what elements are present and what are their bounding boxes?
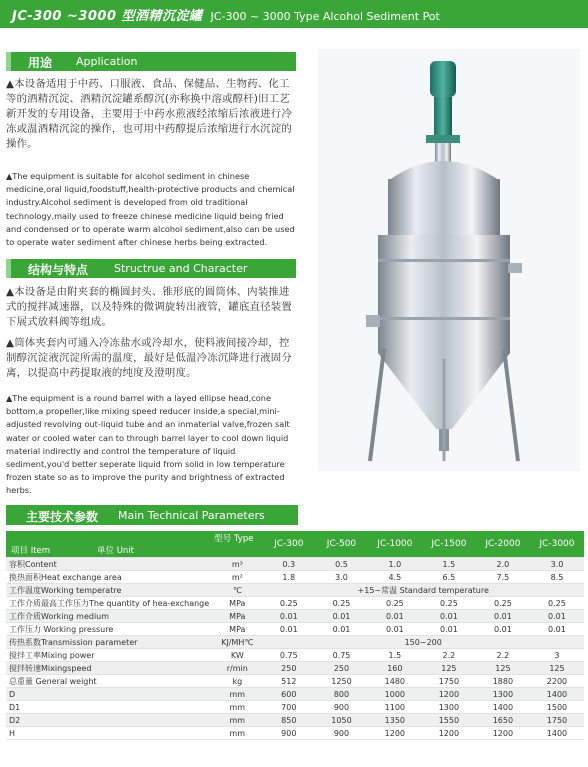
param-value: 0.01 (530, 623, 584, 636)
table-row (6, 662, 584, 675)
param-unit: MPa (212, 623, 262, 636)
param-unit: r/min (212, 662, 262, 675)
table-row (6, 558, 584, 571)
model-header: JC-300 (262, 531, 315, 558)
table-row (6, 584, 584, 597)
param-item: 工作温度Working temperatre (6, 584, 212, 597)
params-table (6, 531, 584, 740)
param-value: 0.25 (422, 597, 476, 610)
param-value: 1050 (315, 714, 368, 727)
param-item: 工作介质最高工作压力The quantity of hea-exchange (6, 597, 212, 610)
table-row (6, 701, 584, 714)
param-value: 3 (530, 649, 584, 662)
param-value: 0.25 (530, 597, 584, 610)
param-value: 250 (262, 662, 315, 675)
table-row (6, 571, 584, 584)
application-text-zh: ▲本设备适用于中药、口服液、食品、保健品、生物药、化工等的酒精沉淀、酒精沉淀罐系醇沉(亦称换中溶或醇杆)旧工艺新开发的专用设备，主要用于中药水煎液经浓缩后浓液进行冷冻或温酒精沉淀的操作，也可用中药醇提后浓缩进行水沉淀的操作。 (6, 78, 292, 150)
param-value: 1480 (368, 675, 422, 688)
param-unit: KJ/MH℃ (212, 636, 262, 649)
param-value: 1300 (422, 701, 476, 714)
param-value: 1650 (476, 714, 530, 727)
param-item: 换热面积Heat exchange area (6, 571, 212, 584)
param-value: 0.01 (368, 623, 422, 636)
param-value: 0.5 (315, 558, 368, 571)
param-value: 700 (262, 701, 315, 714)
param-value: 0.01 (422, 610, 476, 623)
param-value: 600 (262, 688, 315, 701)
page-title-en: JC-300 ~ 3000 Type Alcohol Sediment Pot (210, 10, 440, 23)
structure-title-zh: 结构与特点 (28, 263, 89, 277)
param-item: 容积Content (6, 558, 212, 571)
param-value: 1750 (422, 675, 476, 688)
params-heading (6, 505, 298, 525)
param-value: 6.5 (422, 571, 476, 584)
param-value: 0.01 (315, 610, 368, 623)
param-value: 125 (530, 662, 584, 675)
param-value: 1000 (368, 688, 422, 701)
structure-title-en: Structrue and Character (114, 262, 248, 275)
param-value: 1750 (530, 714, 584, 727)
page-title-zh: JC-300 ~3000 型酒精沉淀罐 (12, 9, 203, 24)
param-value: 0.01 (315, 623, 368, 636)
table-row (6, 688, 584, 701)
table-row (6, 597, 584, 610)
param-value: 4.5 (368, 571, 422, 584)
param-unit: m² (212, 571, 262, 584)
param-item: D (6, 688, 212, 701)
application-title-en: Application (76, 55, 138, 68)
table-row (6, 636, 584, 649)
application-title-zh: 用途 (28, 56, 53, 70)
params-title-zh: 主要技术参数 (26, 510, 99, 524)
type-label: 型号 Type (214, 534, 254, 544)
param-value: 0.25 (368, 597, 422, 610)
param-value: 900 (315, 727, 368, 740)
model-header: JC-3000 (530, 531, 584, 558)
param-unit: KW (212, 649, 262, 662)
param-value: 3.0 (530, 558, 584, 571)
model-header: JC-1000 (368, 531, 422, 558)
unit-label: 单位 Unit (97, 546, 135, 556)
params-title-en: Main Technical Parameters (118, 509, 265, 522)
param-value: 850 (262, 714, 315, 727)
param-value: 900 (315, 701, 368, 714)
param-unit: mm (212, 701, 262, 714)
param-item: 总重量 General weight (6, 675, 212, 688)
param-value: 0.25 (315, 597, 368, 610)
model-header: JC-1500 (422, 531, 476, 558)
application-heading (6, 52, 296, 71)
param-value: 125 (476, 662, 530, 675)
param-unit: MPa (212, 610, 262, 623)
model-header: JC-500 (315, 531, 368, 558)
param-value: 0.3 (262, 558, 315, 571)
param-value: 1400 (476, 701, 530, 714)
param-value: 2.0 (476, 558, 530, 571)
param-value: 1200 (368, 727, 422, 740)
param-value: 0.01 (530, 610, 584, 623)
sediment-pot-photo (318, 49, 580, 471)
param-value: 0.01 (476, 610, 530, 623)
param-value: 0.01 (422, 623, 476, 636)
param-item: D2 (6, 714, 212, 727)
param-value: 7.5 (476, 571, 530, 584)
param-value: 1300 (476, 688, 530, 701)
params-header-row (6, 531, 584, 558)
param-value: 1200 (422, 688, 476, 701)
param-value: 2.2 (476, 649, 530, 662)
param-value: 1880 (476, 675, 530, 688)
param-span-value: 150~200 (262, 636, 584, 649)
param-value: 0.25 (262, 597, 315, 610)
param-value: 250 (315, 662, 368, 675)
param-unit: mm (212, 714, 262, 727)
param-value: 1.0 (368, 558, 422, 571)
param-value: 8.5 (530, 571, 584, 584)
param-value: 900 (262, 727, 315, 740)
param-value: 0.01 (262, 610, 315, 623)
param-value: 2200 (530, 675, 584, 688)
structure-text-zh-1: ▲本设备是由附夹套的椭圆封头、锥形底的圆筒体、内装推进式的搅拌减速器，以及特殊的微调旋转出液管，罐底直径装置下展式放料阀等组成。 (6, 286, 292, 328)
param-item: H (6, 727, 212, 740)
structure-text-zh-2: ▲筒体夹套内可通入冷冻盐水或冷却水，使料液间接冷却，控制醇沉淀液沉淀所需的温度，最好是低温冷冻沉降进行液固分离，以提高中药提取液的纯度及澄明度。 (6, 337, 292, 379)
param-value: 1550 (422, 714, 476, 727)
param-item: 搅拌工率Mixing power (6, 649, 212, 662)
param-value: 0.01 (262, 623, 315, 636)
param-value: 1200 (476, 727, 530, 740)
table-row (6, 649, 584, 662)
param-value: 0.01 (476, 623, 530, 636)
param-item: D1 (6, 701, 212, 714)
param-value: 1.8 (262, 571, 315, 584)
param-item: 工作压力 Working pressure (6, 623, 212, 636)
param-value: 1200 (422, 727, 476, 740)
param-unit: kg (212, 675, 262, 688)
param-value: 512 (262, 675, 315, 688)
param-value: 125 (422, 662, 476, 675)
structure-heading (6, 259, 296, 278)
param-value: 1.5 (422, 558, 476, 571)
param-value: 1250 (315, 675, 368, 688)
param-value: 3.0 (315, 571, 368, 584)
table-row (6, 727, 584, 740)
param-span-value: +15~常温 Standard temperature (262, 584, 584, 597)
param-unit: mm (212, 688, 262, 701)
param-value: 800 (315, 688, 368, 701)
param-item: 传热系数Transmission parameter (6, 636, 212, 649)
param-value: 0.25 (476, 597, 530, 610)
param-value: 1400 (530, 727, 584, 740)
param-value: 160 (368, 662, 422, 675)
table-row (6, 610, 584, 623)
param-unit: MPa (212, 597, 262, 610)
structure-text-en: ▲The equipment is a round barrel with a layed ellipse head,cone bottom,a propeller,like mixing speed reducer inside,a special,mini-adjusted revolving out-liquid tube and an inmaterial valve,frozen salt water or cooled water can to through barrel layer to cool down liquid material indirectly and control the temperature of liquid sediment,you'd better seperate liquid from solid in low temperature frozen state so as to improve the purity and brightness of extracted herbs. (6, 393, 290, 496)
param-item: 工作介质Working medium (6, 610, 212, 623)
param-item: 搅拌转速Mixingspeed (6, 662, 212, 675)
param-unit: mm (212, 727, 262, 740)
param-value: 2.2 (422, 649, 476, 662)
param-value: 0.75 (262, 649, 315, 662)
param-value: 1400 (530, 688, 584, 701)
title-bar (0, 0, 588, 28)
param-value: 0.01 (368, 610, 422, 623)
item-label: 项目 Item (11, 546, 51, 556)
param-value: 0.75 (315, 649, 368, 662)
model-header: JC-2000 (476, 531, 530, 558)
table-row (6, 623, 584, 636)
param-value: 1100 (368, 701, 422, 714)
param-value: 1.5 (368, 649, 422, 662)
table-row (6, 675, 584, 688)
application-text-en: ▲The equipment is suitable for alcohol sediment in chinese medicine,oral liquid,foodstuff,health-protective products and chemical industry.Alcohol sediment is developed from old traditional technology,maily used to freeze chinese medicine liquid being fried and condensed or to operate warm alcohol sediment,also can be used to operate water sediment after chinese herbs being extracted. (6, 171, 295, 248)
param-unit: m³ (212, 558, 262, 571)
table-row (6, 714, 584, 727)
param-unit: ℃ (212, 584, 262, 597)
param-value: 1350 (368, 714, 422, 727)
param-value: 1500 (530, 701, 584, 714)
